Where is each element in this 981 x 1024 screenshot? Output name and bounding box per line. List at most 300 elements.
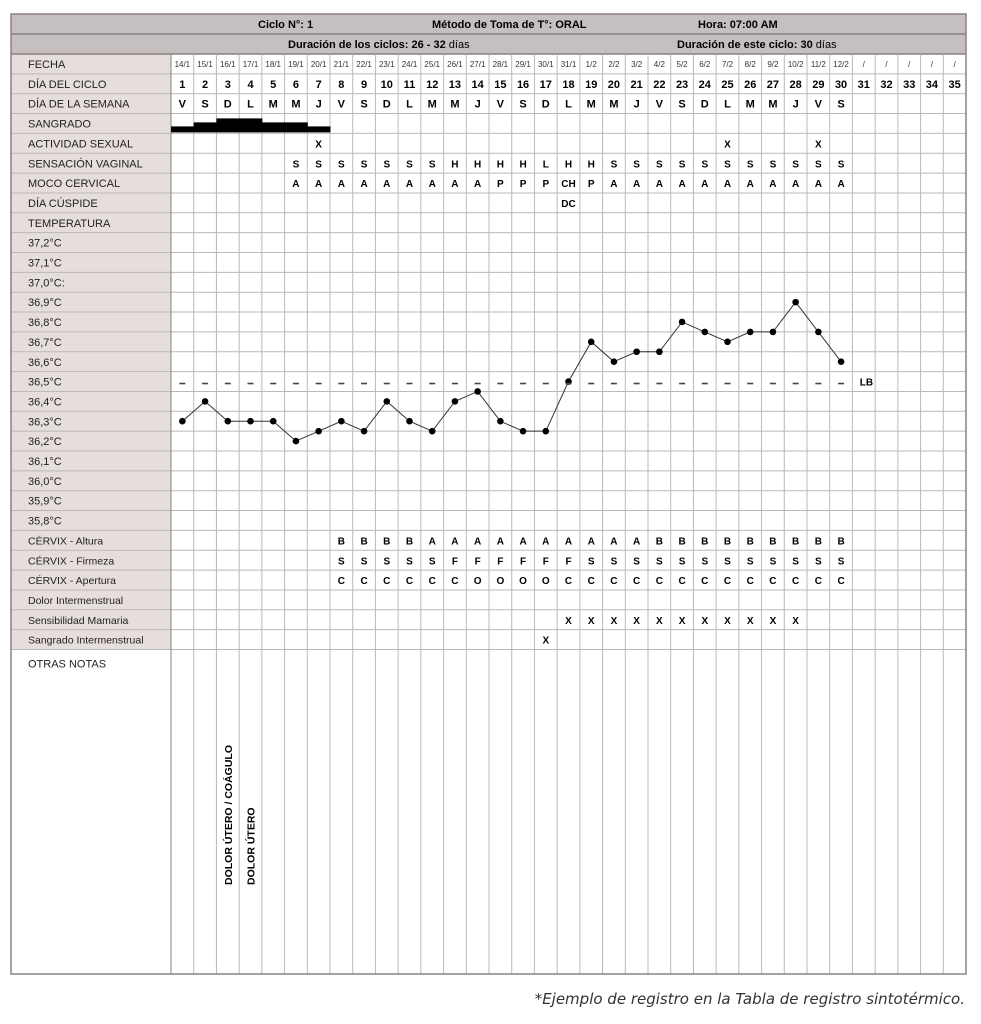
cell-value[interactable]: B: [837, 536, 845, 548]
cell-value[interactable]: 21/1: [333, 60, 350, 69]
cell-value[interactable]: S: [724, 556, 731, 568]
row-label: CÉRVIX - Apertura: [28, 575, 116, 588]
row-label: SENSACIÓN VAGINAL: [28, 158, 143, 171]
cell-value[interactable]: S: [360, 159, 368, 171]
row-t1: [28, 258, 62, 270]
row-t14: [28, 516, 62, 528]
cell-value[interactable]: M: [745, 98, 755, 111]
cell-value[interactable]: A: [746, 179, 754, 191]
cell-value[interactable]: A: [474, 536, 482, 548]
cell-value[interactable]: F: [474, 556, 481, 568]
cell-value[interactable]: 8/2: [744, 60, 756, 69]
cell-value[interactable]: B: [792, 536, 800, 548]
cell-value[interactable]: 2/2: [608, 60, 620, 69]
cell-value[interactable]: 1/2: [585, 60, 597, 69]
cell-value[interactable]: S: [201, 98, 209, 111]
cell-value[interactable]: O: [473, 576, 482, 588]
temperature-point[interactable]: [497, 418, 504, 425]
temperature-point[interactable]: [633, 348, 640, 355]
cell-value[interactable]: CH: [561, 179, 576, 191]
cell-value[interactable]: X: [656, 615, 663, 627]
row-t12: [28, 476, 62, 488]
cell-value[interactable]: S: [383, 159, 391, 171]
cell-value[interactable]: B: [769, 536, 777, 548]
cell-value[interactable]: DC: [561, 198, 576, 210]
cell-value[interactable]: 14: [471, 78, 484, 91]
cell-value[interactable]: S: [610, 556, 618, 568]
cell-value[interactable]: M: [450, 98, 460, 111]
cell-value[interactable]: 22: [653, 78, 666, 91]
temperature-point[interactable]: [474, 388, 481, 395]
cell-value[interactable]: 10/2: [787, 60, 804, 69]
row-t4: [28, 317, 62, 329]
cell-value[interactable]: S: [338, 556, 345, 568]
temperature-point[interactable]: [179, 418, 186, 425]
cell-value[interactable]: /: [930, 60, 934, 69]
cell-value[interactable]: S: [746, 556, 754, 568]
cell-value[interactable]: S: [360, 98, 368, 111]
row-t9: [28, 416, 62, 428]
temperature-point[interactable]: [383, 398, 390, 405]
other-notes-label: OTRAS NOTAS: [28, 658, 107, 671]
temperature-point[interactable]: [520, 428, 527, 435]
cell-value[interactable]: B: [655, 536, 663, 548]
cell-value[interactable]: A: [587, 536, 595, 548]
temperature-point[interactable]: [815, 329, 822, 336]
temperature-point[interactable]: [429, 428, 436, 435]
cell-value[interactable]: 11/2: [810, 60, 826, 69]
temperature-point[interactable]: [701, 329, 708, 336]
cell-value[interactable]: S: [383, 556, 391, 568]
temperature-point[interactable]: [588, 339, 595, 346]
cell-value[interactable]: H: [564, 159, 573, 171]
cell-value[interactable]: 16/1: [219, 60, 236, 69]
cell-value[interactable]: 4/2: [653, 60, 665, 69]
cell-value[interactable]: S: [406, 556, 413, 568]
cell-value[interactable]: J: [474, 98, 481, 111]
cell-value[interactable]: P: [497, 179, 504, 191]
cell-value[interactable]: 31/1: [560, 60, 577, 69]
cell-value[interactable]: C: [746, 576, 754, 588]
cell-value[interactable]: S: [428, 556, 436, 568]
cell-value[interactable]: A: [564, 536, 573, 548]
row-label: 36,9°C: [28, 297, 62, 310]
cell-value[interactable]: X: [724, 615, 731, 627]
cell-value[interactable]: O: [496, 576, 505, 588]
cell-value[interactable]: D: [223, 98, 232, 111]
cell-value[interactable]: 23/1: [378, 60, 395, 69]
cell-value[interactable]: 22/1: [356, 60, 372, 69]
cell-value[interactable]: 5: [270, 78, 277, 91]
note-text: DOLOR ÚTERO / COÁGULO: [222, 745, 235, 885]
cell-value[interactable]: 1: [179, 78, 186, 91]
row-label: 36,7°C: [28, 336, 62, 349]
cell-value[interactable]: C: [451, 576, 459, 588]
cell-value[interactable]: A: [428, 536, 436, 548]
cell-value[interactable]: A: [292, 179, 300, 191]
cell-value[interactable]: 25: [721, 78, 734, 91]
temperature-point[interactable]: [202, 398, 209, 405]
cell-value[interactable]: A: [701, 179, 709, 191]
cell-value[interactable]: /: [862, 60, 865, 69]
cell-value[interactable]: B: [746, 536, 754, 548]
cell-value[interactable]: S: [837, 98, 845, 111]
temperature-point[interactable]: [770, 329, 777, 336]
cell-value[interactable]: 25/1: [424, 60, 441, 69]
cell-value[interactable]: S: [678, 98, 686, 111]
cell-value[interactable]: C: [814, 576, 822, 588]
footnote: *Ejemplo de registro en la Tabla de registro sintotérmico.: [534, 990, 965, 1008]
temperature-point[interactable]: [724, 339, 731, 346]
cell-value[interactable]: L: [247, 98, 254, 111]
cell-value[interactable]: M: [768, 98, 778, 111]
cell-value[interactable]: 35: [948, 78, 961, 91]
cell-value[interactable]: S: [428, 159, 436, 171]
row-sangrado: [28, 118, 331, 132]
cell-value[interactable]: M: [427, 98, 437, 111]
row-label: TEMPERATURA: [28, 217, 111, 230]
cell-value[interactable]: B: [701, 536, 709, 548]
cell-value[interactable]: L: [724, 98, 731, 111]
cell-value[interactable]: X: [815, 139, 822, 151]
cell-value[interactable]: A: [383, 179, 391, 191]
cell-value[interactable]: C: [701, 576, 709, 588]
cell-value[interactable]: C: [723, 576, 732, 588]
cell-value[interactable]: B: [723, 536, 732, 548]
this-cycle-duration: Duración de este ciclo: 30 días: [677, 39, 837, 51]
cell-value[interactable]: 2: [202, 78, 209, 91]
cell-value[interactable]: D: [700, 98, 709, 111]
row-label: DÍA DE LA SEMANA: [28, 98, 130, 111]
cell-value[interactable]: S: [587, 556, 595, 568]
row-label: DÍA DEL CICLO: [28, 78, 107, 91]
cell-value[interactable]: 31: [857, 78, 870, 91]
row-label: 36,5°C: [28, 376, 62, 389]
cell-value[interactable]: A: [610, 536, 618, 548]
cell-value[interactable]: /: [953, 60, 956, 69]
cell-value[interactable]: X: [678, 615, 686, 627]
cell-value[interactable]: A: [542, 536, 550, 548]
cell-value[interactable]: 18/1: [265, 60, 282, 69]
cell-value[interactable]: D: [541, 98, 550, 111]
cell-value[interactable]: 7: [315, 78, 322, 91]
cell-value[interactable]: X: [315, 139, 322, 151]
cell-value[interactable]: 20/1: [310, 60, 327, 69]
cell-value[interactable]: 29: [812, 78, 825, 91]
cell-value[interactable]: 33: [903, 78, 916, 91]
cell-value[interactable]: C: [633, 576, 641, 588]
cell-value[interactable]: S: [769, 556, 777, 568]
cell-value[interactable]: 15/1: [197, 60, 213, 69]
cell-value[interactable]: 6: [292, 78, 299, 91]
cell-value[interactable]: J: [633, 98, 640, 111]
cell-value[interactable]: 21: [630, 78, 643, 91]
cell-value[interactable]: S: [701, 159, 709, 171]
cell-value[interactable]: S: [837, 159, 845, 171]
cell-value[interactable]: 18: [562, 78, 575, 91]
cell-value[interactable]: A: [769, 179, 777, 191]
cell-value[interactable]: S: [678, 556, 686, 568]
cell-value[interactable]: H: [587, 159, 595, 171]
temperature-point[interactable]: [315, 428, 322, 435]
cell-value[interactable]: S: [656, 159, 663, 171]
cell-value[interactable]: S: [701, 556, 709, 568]
row-label: 36,2°C: [28, 436, 62, 449]
coverline-label: LB: [859, 377, 874, 389]
row-label: SANGRADO: [28, 118, 91, 131]
cell-value[interactable]: C: [360, 576, 368, 588]
cell-value[interactable]: F: [497, 556, 504, 568]
cell-value[interactable]: S: [360, 556, 368, 568]
cell-value[interactable]: X: [701, 615, 709, 627]
cell-value[interactable]: 15: [494, 78, 507, 91]
cell-value[interactable]: S: [656, 556, 663, 568]
cell-value[interactable]: A: [315, 179, 323, 191]
bleeding-bar: [171, 126, 194, 132]
cell-value[interactable]: C: [655, 576, 663, 588]
cell-value[interactable]: 3: [224, 78, 231, 91]
cell-value[interactable]: A: [792, 179, 800, 191]
cell-value[interactable]: H: [474, 159, 482, 171]
cell-value[interactable]: 24: [698, 78, 711, 91]
temperature-point[interactable]: [611, 358, 618, 365]
cell-value[interactable]: S: [519, 98, 527, 111]
cell-value[interactable]: 9: [361, 78, 368, 91]
cell-value[interactable]: X: [792, 615, 799, 627]
cell-value[interactable]: J: [315, 98, 322, 111]
cell-value[interactable]: A: [814, 179, 822, 191]
cell-value[interactable]: A: [519, 536, 527, 548]
cell-value[interactable]: X: [724, 139, 731, 151]
cell-value[interactable]: M: [291, 98, 301, 111]
cell-value[interactable]: F: [520, 556, 527, 568]
cell-value[interactable]: 20: [607, 78, 621, 91]
cell-value[interactable]: 34: [925, 78, 939, 91]
cell-value[interactable]: O: [519, 576, 527, 588]
temperature-point[interactable]: [406, 418, 413, 425]
row-label: 35,8°C: [28, 515, 62, 528]
cell-value[interactable]: 11: [403, 78, 416, 91]
cell-value[interactable]: L: [542, 159, 549, 171]
cell-value[interactable]: M: [268, 98, 278, 111]
cell-value[interactable]: B: [383, 536, 391, 548]
temperature-point[interactable]: [792, 299, 799, 306]
cell-value[interactable]: S: [633, 159, 640, 171]
cell-value[interactable]: 30/1: [537, 60, 554, 69]
cell-value[interactable]: 14/1: [174, 60, 191, 69]
cell-value[interactable]: 6/2: [699, 60, 711, 69]
cell-value[interactable]: S: [792, 159, 799, 171]
cell-value[interactable]: V: [496, 98, 505, 111]
cell-value[interactable]: A: [337, 179, 345, 191]
cell-value[interactable]: X: [746, 615, 754, 627]
cell-value[interactable]: /: [885, 60, 888, 69]
cell-value[interactable]: S: [292, 159, 300, 171]
cell-value[interactable]: 26/1: [447, 60, 463, 69]
cell-value[interactable]: 17/1: [242, 60, 259, 69]
cell-value[interactable]: X: [610, 615, 618, 627]
cell-value[interactable]: A: [474, 179, 482, 191]
cell-value[interactable]: 24/1: [401, 60, 418, 69]
cell-value[interactable]: 16: [516, 78, 530, 91]
cell-value[interactable]: H: [519, 159, 527, 171]
cell-value[interactable]: S: [633, 556, 640, 568]
cell-value[interactable]: C: [405, 576, 414, 588]
cell-value[interactable]: P: [519, 179, 527, 191]
cell-value[interactable]: B: [678, 536, 686, 548]
cell-value[interactable]: A: [655, 179, 663, 191]
cell-value[interactable]: 32: [880, 78, 893, 91]
cell-value[interactable]: V: [178, 98, 187, 111]
cell-value[interactable]: O: [541, 576, 550, 588]
temperature-point[interactable]: [542, 428, 549, 435]
cell-value[interactable]: S: [678, 159, 686, 171]
cell-value[interactable]: S: [815, 159, 822, 171]
cell-value[interactable]: 13: [448, 78, 462, 91]
cell-value[interactable]: F: [451, 556, 458, 568]
cell-value[interactable]: C: [428, 576, 436, 588]
temperature-point[interactable]: [361, 428, 368, 435]
cell-value[interactable]: B: [814, 536, 822, 548]
cell-value[interactable]: C: [769, 576, 777, 588]
temperature-point[interactable]: [270, 418, 277, 425]
row-label: 36,4°C: [28, 396, 62, 409]
temperature-point[interactable]: [679, 319, 686, 326]
cell-value[interactable]: 7/2: [721, 60, 734, 69]
cell-value[interactable]: 8: [338, 78, 345, 91]
temperature-point[interactable]: [293, 438, 300, 445]
cell-value[interactable]: 17: [539, 78, 552, 91]
temperature-point[interactable]: [452, 398, 459, 405]
row-label: CÉRVIX - Firmeza: [28, 555, 115, 568]
cell-value[interactable]: 19: [585, 78, 598, 91]
cell-value[interactable]: 9/2: [767, 60, 779, 69]
cell-value[interactable]: S: [338, 159, 345, 171]
cell-value[interactable]: X: [542, 635, 550, 647]
cycle-number: Ciclo N°: 1: [258, 19, 314, 31]
cell-value[interactable]: A: [678, 179, 686, 191]
temperature-point[interactable]: [224, 418, 231, 425]
temperature-point[interactable]: [838, 358, 845, 365]
cell-value[interactable]: 3/2: [631, 60, 643, 69]
cell-value[interactable]: P: [542, 179, 550, 191]
cell-value[interactable]: 12/2: [833, 60, 849, 69]
row-label: 35,9°C: [28, 495, 62, 508]
cell-value[interactable]: M: [586, 98, 596, 111]
cell-value[interactable]: A: [451, 536, 459, 548]
cell-value[interactable]: S: [610, 159, 618, 171]
cycles-duration: Duración de los ciclos: 26 - 32 días: [288, 39, 470, 51]
cell-value[interactable]: C: [610, 576, 618, 588]
cell-value[interactable]: C: [678, 576, 686, 588]
time-label: Hora: 07:00 AM: [698, 19, 778, 31]
cell-value[interactable]: S: [792, 556, 799, 568]
temperature-point[interactable]: [247, 418, 254, 425]
method-label: Método de Toma de T°: ORAL: [432, 19, 587, 31]
cell-value[interactable]: 27/1: [469, 60, 486, 69]
row-t8: [28, 396, 62, 408]
row-t13: [28, 496, 62, 508]
temperature-point[interactable]: [338, 418, 345, 425]
cell-value[interactable]: J: [792, 98, 799, 111]
cell-value[interactable]: P: [587, 179, 595, 191]
row-sangrado_inter: [28, 635, 549, 647]
cell-value[interactable]: A: [496, 536, 504, 548]
cell-value[interactable]: A: [723, 179, 732, 191]
cell-value[interactable]: L: [565, 98, 572, 111]
cell-value[interactable]: C: [564, 576, 573, 588]
cell-value[interactable]: C: [837, 576, 845, 588]
cell-value[interactable]: S: [315, 159, 322, 171]
cell-value[interactable]: H: [451, 159, 459, 171]
cell-value[interactable]: X: [565, 615, 572, 627]
cell-value[interactable]: S: [724, 159, 731, 171]
cell-value[interactable]: B: [405, 536, 414, 548]
cell-value[interactable]: 4: [247, 78, 254, 91]
cell-value[interactable]: B: [337, 536, 345, 548]
cell-value[interactable]: 19/1: [288, 60, 304, 69]
cell-value[interactable]: /: [908, 60, 911, 69]
temperature-point[interactable]: [747, 329, 754, 336]
cell-value[interactable]: F: [565, 556, 572, 568]
cell-value[interactable]: A: [837, 179, 845, 191]
cell-value[interactable]: B: [360, 536, 368, 548]
cell-value[interactable]: S: [837, 556, 845, 568]
cell-value[interactable]: X: [633, 615, 640, 627]
cell-value[interactable]: X: [587, 615, 595, 627]
cell-value[interactable]: A: [360, 179, 368, 191]
cell-value[interactable]: C: [792, 576, 800, 588]
cell-value[interactable]: 5/2: [676, 60, 688, 69]
cell-value[interactable]: S: [406, 159, 413, 171]
cell-value[interactable]: 30: [834, 78, 848, 91]
cell-value[interactable]: 12: [426, 78, 439, 91]
cell-value[interactable]: C: [383, 576, 391, 588]
temperature-point[interactable]: [656, 348, 663, 355]
cell-value[interactable]: A: [633, 179, 641, 191]
cell-value[interactable]: A: [633, 536, 641, 548]
cell-value[interactable]: D: [382, 98, 391, 111]
cell-value[interactable]: A: [610, 179, 618, 191]
cell-value[interactable]: A: [405, 179, 414, 191]
cell-value[interactable]: 23: [675, 78, 689, 91]
cell-value[interactable]: S: [815, 556, 822, 568]
cell-value[interactable]: 29/1: [515, 60, 531, 69]
cell-value[interactable]: A: [428, 179, 436, 191]
row-label: 36,0°C: [28, 475, 62, 488]
cell-value[interactable]: C: [337, 576, 345, 588]
cell-value[interactable]: V: [814, 98, 823, 111]
cell-value[interactable]: F: [542, 556, 549, 568]
cell-value[interactable]: X: [769, 615, 777, 627]
cell-value[interactable]: A: [451, 179, 459, 191]
cell-value[interactable]: V: [337, 98, 346, 111]
cell-value[interactable]: 26: [744, 78, 757, 91]
cell-value[interactable]: V: [655, 98, 664, 111]
cell-value[interactable]: H: [496, 159, 504, 171]
cell-value[interactable]: S: [769, 159, 777, 171]
row-label: 36,3°C: [28, 416, 62, 429]
cell-value[interactable]: 28/1: [492, 60, 509, 69]
cell-value[interactable]: S: [746, 159, 754, 171]
cell-value[interactable]: 10: [380, 78, 393, 91]
cell-value[interactable]: 28: [789, 78, 802, 91]
cell-value[interactable]: L: [406, 98, 413, 111]
bleeding-bar: [216, 118, 239, 132]
cell-value[interactable]: 27: [766, 78, 780, 91]
cell-value[interactable]: C: [587, 576, 595, 588]
cell-value[interactable]: M: [609, 98, 619, 111]
